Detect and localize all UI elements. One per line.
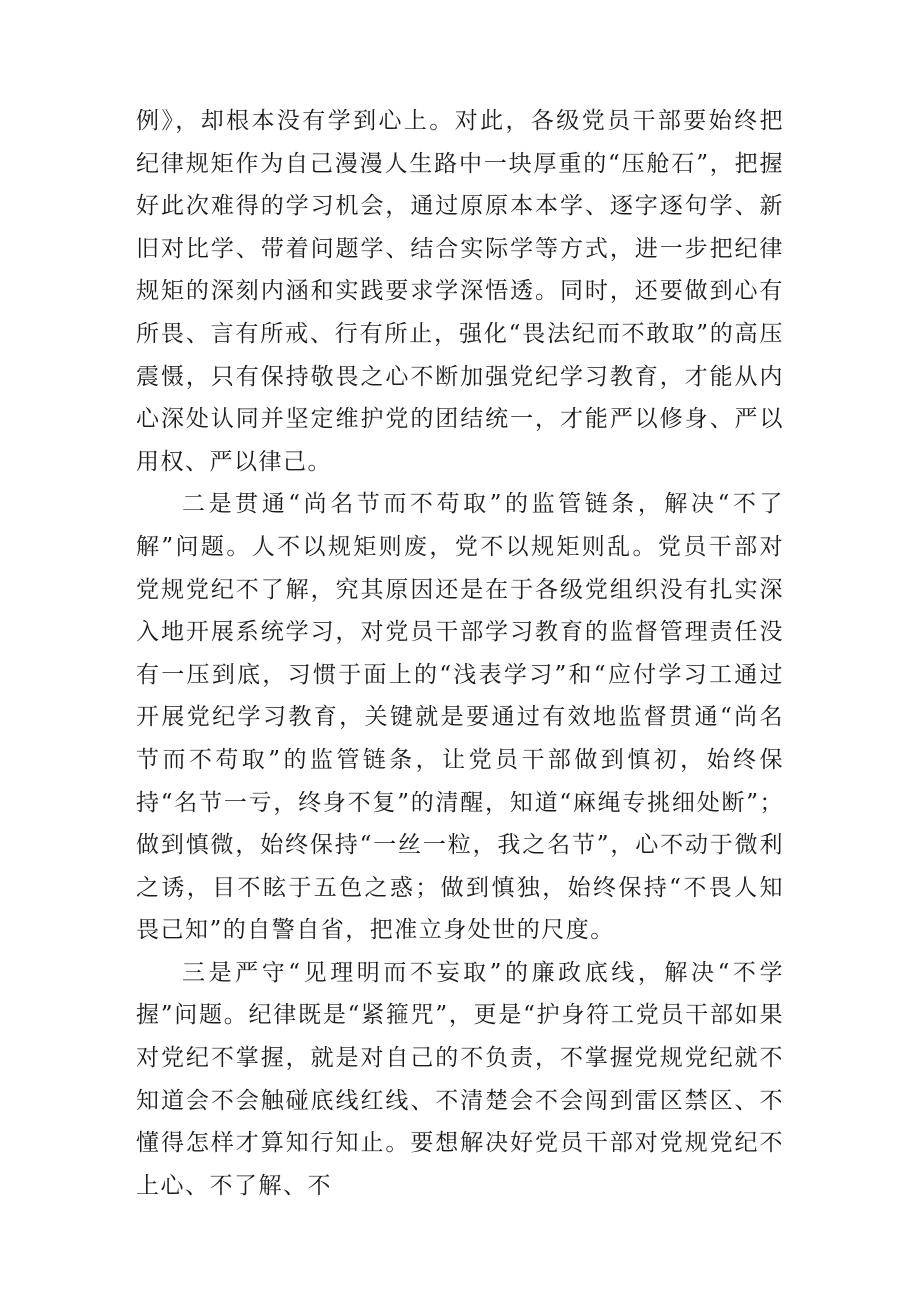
paragraph-2: 二是贯通“尚名节而不苟取”的监管链条，解决“不了解”问题。人不以规矩则废，党不以规矩则乱。党员干部对党规党纪不了解，究其原因还是在于各级党组织没有扎实深入地开展系统学习，对党员干部学习教育的监督管理责任没有一压到底，习惯于面上的“浅表学习”和“应付学习工通过开展党纪学习教育，关键就是要通过有效地监督贯通“尚名节而不苟取”的监管链条，让党员干部做到慎初，始终保持“名节一亏，终身不复”的清醒，知道“麻绳专挑细处断”；做到慎微，始终保持“一丝一粒，我之名节”，心不动于微利之诱，目不眩于五色之惑；做到慎独，始终保持“不畏人知畏己知”的自警自省，把准立身处世的尺度。 (136, 491, 784, 944)
document-body (136, 100, 784, 1207)
paragraph-1: 例》，却根本没有学到心上。对此，各级党员干部要始终把纪律规矩作为自己漫漫人生路中一块厚重的“压舱石”，把握好此次难得的学习机会，通过原原本本学、逐字逐句学、新旧对比学、带着问题学、结合实际学等方式，进一步把纪律规矩的深刻内涵和实践要求学深悟透。同时，还要做到心有所畏、言有所戒、行有所止，强化“畏法纪而不敢取”的高压震慑，只有保持敬畏之心不断加强党纪学习教育，才能从内心深处认同并坚定维护党的团结统一，才能严以修身、严以用权、严以律己。 (136, 108, 784, 475)
paragraph-3: 三是严守“见理明而不妄取”的廉政底线，解决“不学握”问题。纪律既是“紧箍咒”，更是“护身符工党员干部如果对党纪不掌握，就是对自己的不负责，不掌握党规党纪就不知道会不会触碰底线红线、不清楚会不会闯到雷区禁区、不懂得怎样才算知行知止。要想解决好党员干部对党规党纪不上心、不了解、不 (136, 959, 784, 1199)
